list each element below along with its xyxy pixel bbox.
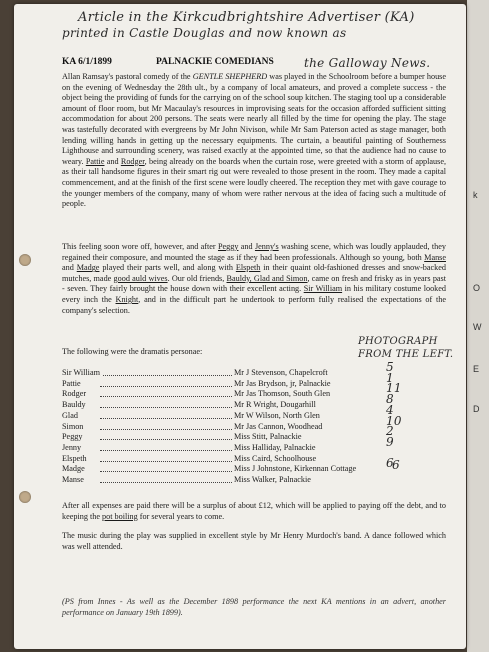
text-run: in their quaint old-fashioned dresses and snow-backed mutches, made	[62, 263, 446, 283]
cast-row	[62, 475, 402, 486]
text-run: and	[62, 263, 77, 273]
underlined-name: Pattie	[85, 156, 105, 166]
underlined-name: Madge	[76, 263, 100, 273]
handwritten-note-line-1: Article in the Kirkcudbrightshire Advertiser (KA)	[78, 10, 415, 25]
cast-row	[62, 464, 402, 475]
underlined-name: Jenny's	[254, 242, 279, 251]
underlined-name: Sir William	[303, 284, 343, 294]
handwritten-position-number: 8	[386, 392, 394, 407]
paragraph-2	[62, 242, 446, 316]
punch-hole	[19, 491, 31, 503]
dot-leader	[100, 375, 232, 376]
text-run: , being already on the boards when the curtain rose, were greeted with a storm of applause, as their tall handsome figures in their smart rig out were revealed to those present in the room. They made a capital commencement, and at the finish of the first scene were loudly cheered. The reception they met with gave courage to the younger members of the company, many of whom were rather nervous at the idea of facing such a multitude of people.	[62, 156, 447, 209]
cast-role: Rodger	[62, 389, 87, 399]
keyboard-key-label: W	[473, 322, 482, 332]
handwritten-position-number: 10	[386, 413, 402, 428]
dot-leader	[100, 429, 232, 430]
cast-row	[62, 389, 402, 400]
handwritten-position-number: 9	[386, 434, 394, 449]
underlined-name: Knight	[115, 294, 139, 304]
underlined-name: Bauldy, Glad and Simon	[226, 273, 308, 283]
cast-actor: Mr Jas Brydson, jr, Palnackie	[234, 378, 331, 388]
punch-hole	[19, 254, 31, 266]
background-surface	[467, 0, 489, 652]
article-title: PALNACKIE COMEDIANS	[156, 57, 274, 67]
cast-role: Jenny	[62, 442, 82, 452]
dot-leader	[100, 461, 232, 462]
cast-role: Elspeth	[62, 453, 87, 463]
cast-role: Pattie	[62, 378, 81, 388]
handwritten-position-number: 11	[386, 381, 402, 396]
text-run: played their parts well, and along with	[99, 263, 236, 273]
cast-role: Sir William	[62, 368, 100, 377]
text-run: and	[104, 156, 121, 166]
cast-actor: Mr R Wright, Dougarhill	[234, 400, 316, 410]
underlined-phrase: pot boiling	[102, 511, 138, 521]
cast-actor: Miss Walker, Palnackie	[234, 475, 311, 484]
handwritten-position-number: 6	[386, 456, 394, 471]
text-run: washing scene, which was loudly applauded, they regained their composure, and mounted the stage as if they had been professionals. Although so young, both	[62, 242, 447, 262]
cast-row	[62, 422, 402, 433]
keyboard-key-label: D	[473, 404, 480, 414]
cast-actor: Mr W Wilson, North Glen	[234, 410, 320, 420]
article-date: KA 6/1/1899	[62, 57, 112, 67]
handwritten-position-number: 2	[386, 424, 394, 439]
cast-row	[62, 368, 402, 379]
dot-leader	[100, 450, 232, 451]
paragraph-4: The music during the play was supplied in excellent style by Mr Henry Murdoch's band. A dance followed which was well attended.	[62, 531, 446, 551]
cast-actor: Mr Jas Thomson, South Glen	[234, 389, 331, 399]
paragraph-1	[62, 72, 446, 210]
cast-role: Simon	[62, 421, 84, 431]
cast-actor: Mr Jas Cannon, Woodhead	[234, 421, 323, 431]
photo-note-line-2: FROM THE LEFT.	[358, 349, 454, 360]
keyboard-key-label: O	[473, 283, 481, 293]
text-run: This feeling soon wore off, however, and after	[62, 242, 218, 251]
dot-leader	[100, 418, 232, 419]
cast-role: Manse	[62, 475, 84, 484]
cast-actor: Miss Halliday, Palnackie	[234, 442, 316, 452]
handwritten-note-line-2: printed in Castle Douglas and now known as	[62, 26, 347, 40]
keyboard-key-label: k	[473, 190, 478, 200]
cast-row	[62, 400, 402, 411]
cast-role: Glad	[62, 410, 78, 420]
dot-leader	[100, 482, 232, 483]
cast-intro: The following were the dramatis personae:	[62, 347, 203, 356]
underlined-name: Elspeth	[235, 263, 261, 273]
cast-row	[62, 432, 402, 443]
text-run: . Our old friends,	[167, 273, 227, 283]
cast-actor: Miss J Johnstone, Kirkennan Cottage	[234, 464, 357, 474]
cast-role: Madge	[62, 464, 85, 474]
text-run: and	[238, 242, 255, 251]
underlined-name: Manse	[424, 252, 446, 262]
underlined-name: Rodger	[120, 156, 145, 166]
handwritten-position-number: 1	[386, 370, 394, 385]
paragraph-3	[62, 501, 446, 522]
cast-row	[62, 454, 402, 465]
text-run: Allan Ramsay's pastoral comedy of the	[62, 72, 193, 81]
cast-row	[62, 379, 402, 390]
text-run: After all expenses are paid there will be a surplus of about £12, which will be applied to paying off the debt, and to keeping the	[62, 501, 446, 521]
cast-role: Peggy	[62, 432, 83, 442]
dot-leader	[100, 471, 232, 472]
text-run: for several years to come.	[137, 511, 225, 521]
text-run: in his military costume looked every inch the	[62, 284, 446, 304]
dot-leader	[100, 386, 232, 387]
play-title: GENTLE SHEPHERD	[192, 72, 268, 81]
dot-leader	[100, 407, 232, 408]
keyboard-key-label: E	[473, 364, 480, 374]
footnote: (PS from Innes - As well as the December 1898 performance the next KA mentions in an advert, another performance on January 19th 1899).	[62, 597, 446, 617]
cast-actor: Miss Caird, Schoolhouse	[234, 453, 317, 463]
document-page	[14, 4, 466, 649]
dot-leader	[100, 396, 232, 397]
photo-note-line-1: PHOTOGRAPH	[358, 336, 438, 347]
text-run: , came on fresh and frisky as in years past - seven. They fairly brought the house down with their excellent acting.	[62, 273, 447, 294]
cast-row	[62, 411, 402, 422]
cast-row	[62, 443, 402, 454]
text-run: was played in the Schoolroom before a bumper house on the evening of Wednesday the 28th ult., by a company of local amateurs, and proved a complete success - the object being the providing of funds for the carrying on of the school soup kitchen. The staging tool up a considerable amount of floor room, but Mr Macaulay's resources in improvising seats for the occasion afforded sufficient sitting accommodation for about 200 persons. The seats were nearly all filled by the time for opening the play. The stage was tastefully decorated with evergreens by Mr John Nivison, while Mr Sam Paterson acted as stage manager, both lending willing hands in getting up the necessary equipments. The curtain, a beautiful painting of Southerness Lighthouse and surrounding scenery, was raised exactly at the appointed time, so that the audience had no cause to weary.	[62, 72, 447, 166]
handwritten-position-number: 5	[386, 360, 394, 374]
cast-role: Bauldy	[62, 400, 86, 410]
cast-actor: Mr J Stevenson, Chapelcroft	[234, 368, 328, 377]
underlined-name: good auld wives	[113, 273, 168, 283]
underlined-name: Peggy	[217, 242, 239, 251]
handwritten-position-number: 4	[386, 402, 394, 417]
handwritten-note-line-3: the Galloway News.	[304, 56, 431, 70]
cast-actor: Miss Stitt, Palnackie	[234, 432, 302, 442]
dot-leader	[100, 439, 232, 440]
handwritten-position-number: 6	[392, 458, 400, 473]
text-run: , and in the difficult part he undertook to perform fully realised the expectations of the company's selection.	[62, 294, 447, 315]
